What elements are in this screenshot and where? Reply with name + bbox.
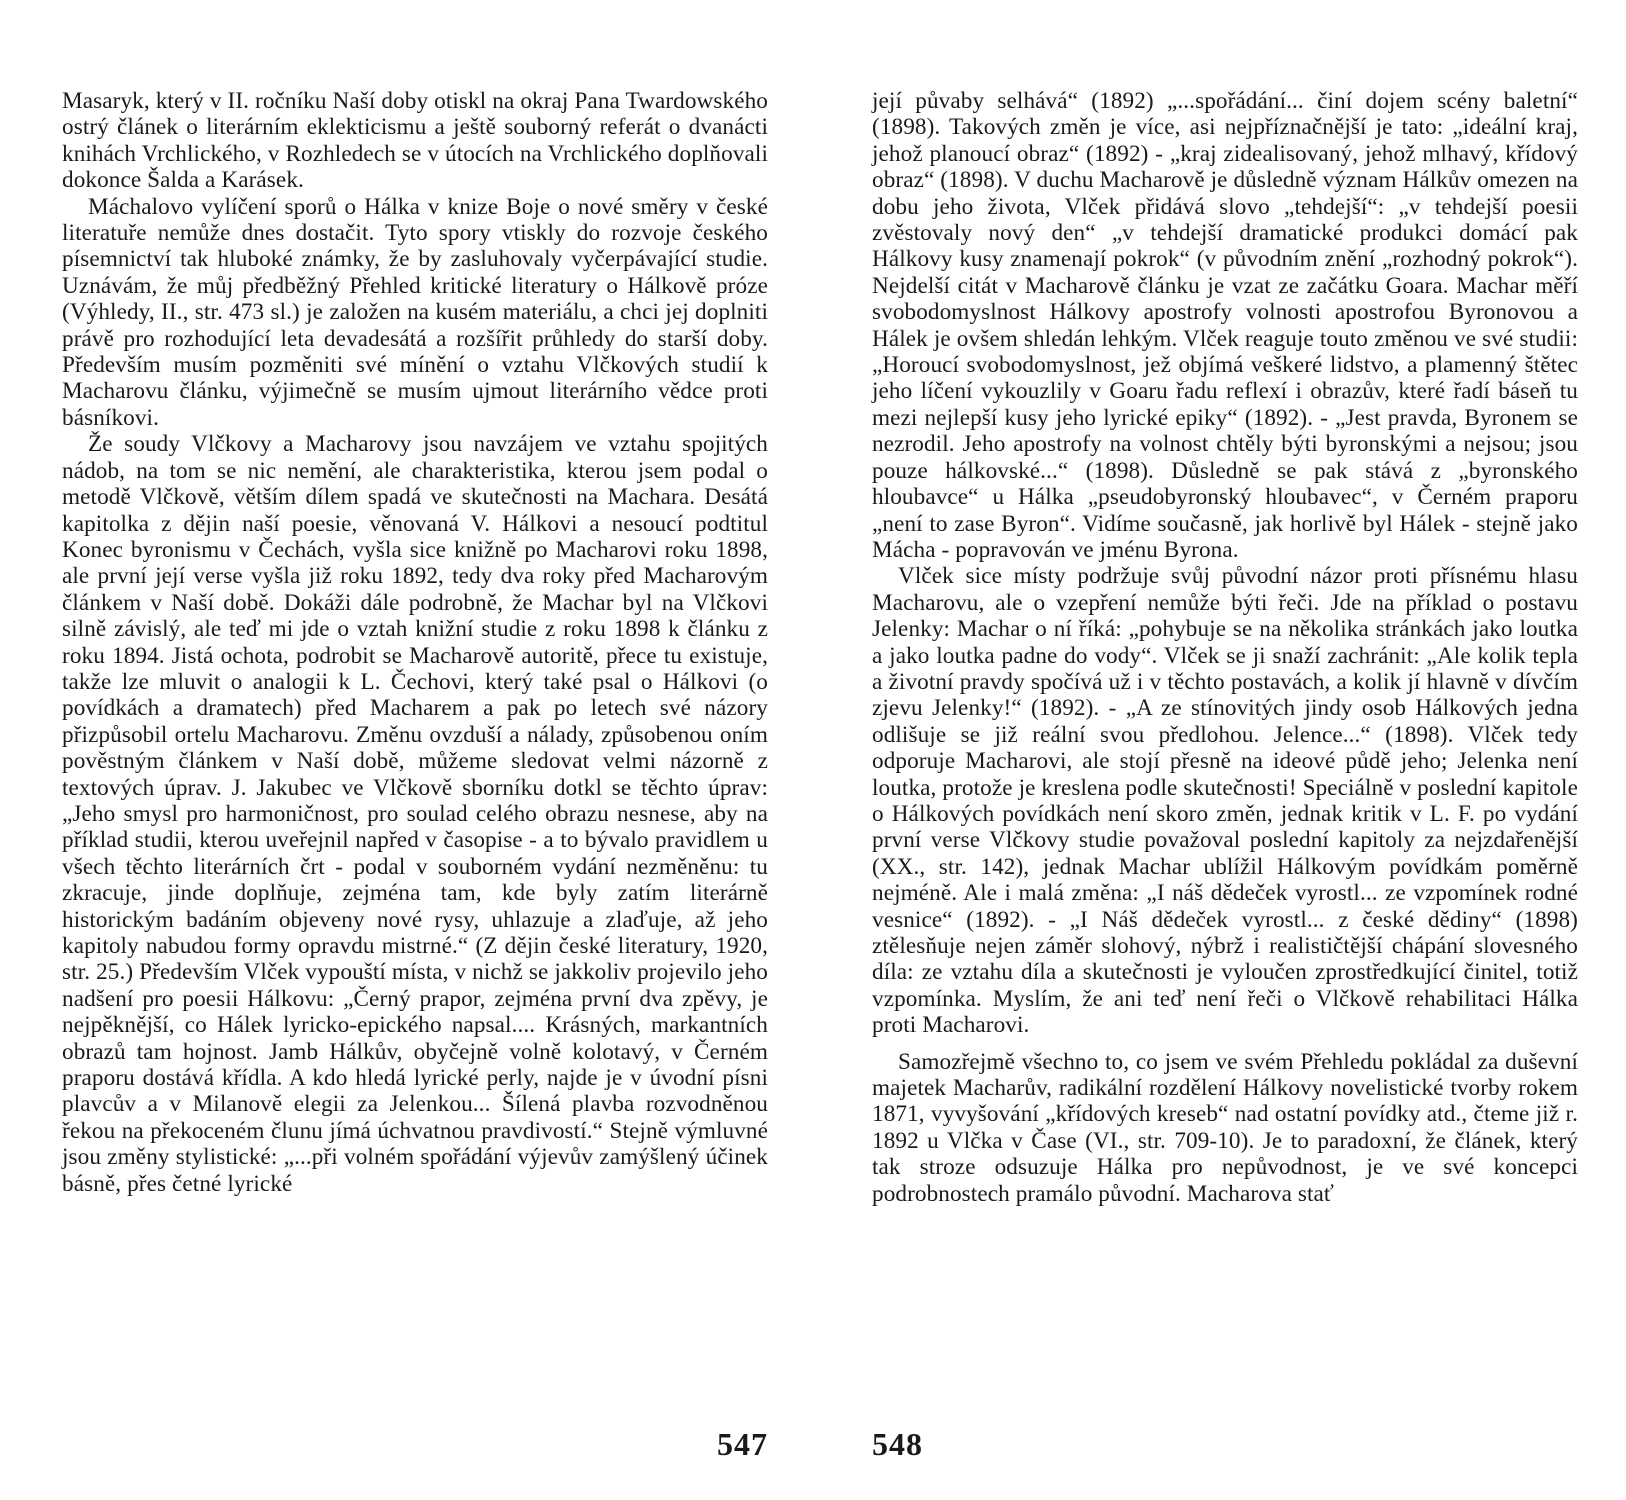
page-number: 548 [872, 1426, 923, 1462]
paragraph: Máchalovo vylíčení sporů o Hálka v knize Boje o nové směry v české literatuře nemůže dnes dostačit. Tyto spory vtiskly do rozvoje českého písemnictví tak hluboké známky, že by zasluhovaly vyčerpávající studie. Uznávám, že můj předběžný Přehled kritické literatury o Hálkově próze (Výhledy, II., str. 473 sl.) je založen na kusém materiálu, a chci jej doplniti právě pro rozhodující leta devadesátá a rozšířit průhledy do starší doby. Především musím pozměniti své mínění o vztahu Vlčkových studií k Macharovu článku, výjimečně se musím ujmout literárního vědce proti básníkovi. [62, 193, 768, 431]
paragraph: její půvaby selhává“ (1892) „...spořádání... činí dojem scény baletní“ (1898). Takových změn je více, asi nejpříznačnější je tato: „ideální kraj, jehož planoucí obraz“ (1892) - „kraj zidealisovaný, jehož mlhavý, křídový obraz“ (1898). V duchu Macharově je důsledně význam Hálkův omezen na dobu jeho života, Vlček přidává slovo „tehdejší“: „v tehdejší poesii zvěstovaly nový den“ „v tehdejší dramatické produkci domácí pak Hálkovy kusy znamenají pokrok“ (v původním znění „rozhodný pokrok“). Nejdelší citát v Macharově článku je vzat ze začátku Goara. Machar měří svobodomyslnost Hálkovy apostrofy volnosti apostrofou Byronovou a Hálek je ovšem shledán lehkým. Vlček reaguje touto změnou ve své studii: „Horoucí svobodomyslnost, jež objímá veškeré lidstvo, a plamenný štětec jeho líčení vykouzlily v Goaru řadu reflexí i obrazův, které řadí báseň tu mezi nejlepší kusy jeho lyrické epiky“ (1892). - „Jest pravda, Byronem se nezrodil. Jeho apostrofy na volnost chtěly býti byronskými a nejsou; jsou pouze hálkovské...“ (1898). Důsledně se pak stává z „byronského hloubavce“ u Hálka „pseudobyronský hloubavec“, v Černém praporu „není to zase Byron“. Vidíme současně, jak horlivě byl Hálek - stejně jako Mácha - popravován ve jménu Byrona. [872, 88, 1578, 563]
paragraph: Masaryk, který v II. ročníku Naší doby otiskl na okraj Pana Twardowského ostrý článek o literárním eklekticismu a ještě souborný referát o dvanácti knihách Vrchlického, v Rozhledech se v útocích na Vrchlického doplňovali dokonce Šalda a Karásek. [62, 88, 768, 194]
paragraph: Že soudy Vlčkovy a Macharovy jsou navzájem ve vztahu spojitých nádob, na tom se nic nemění, ale charakteristika, kterou jsem podal o metodě Vlčkově, větším dílem spadá ve skutečnosti na Machara. Desátá kapitolka z dějin naší poesie, věnovaná V. Hálkovi a nesoucí podtitul Konec byronismu v Čechách, vyšla sice knižně po Macharovi roku 1898, ale první její verse vyšla již roku 1892, tedy dva roky před Macharovým článkem v Naší době. Dokáži dále podrobně, že Machar byl na Vlčkovi silně závislý, ale teď mi jde o vztah knižní studie z roku 1898 k článku z roku 1894. Jistá ochota, podrobit se Macharově autoritě, přece tu existuje, takže lze mluvit o analogii k L. Čechovi, který také psal o Hálkovi (o povídkách a dramatech) před Macharem a pak po letech své názory přizpůsobil ortelu Macharovu. Změnu ovzduší a nálady, způsobenou oním pověstným článkem v Naší době, můžeme sledovat velmi názorně z textových úprav. J. Jakubec ve Vlčkově sborníku dotkl se těchto úprav: „Jeho smysl pro harmoničnost, pro soulad celého obrazu nesnese, aby na příklad studii, kterou uveřejnil napřed v časopise - a to bývalo pravidlem u všech těchto literárních črt - podal v souborném vydání nezměněnu: tu zkracuje, jinde doplňuje, zejména tam, kde byly zatím literárně historickým badáním objeveny nové rysy, uhlazuje a zlaďuje, až jeho kapitoly nabudou formy opravdu mistrné.“ (Z dějin české literatury, 1920, str. 25.) Především Vlček vypouští místa, v nichž se jakkoliv projevilo jeho nadšení pro poesii Hálkovu: „Černý prapor, zejména první dva zpěvy, je nejpěknější, co Hálek lyricko-epického napsal.... Krásných, markantních obrazů tam hojnost. Jamb Hálkův, obyčejně volně kolotavý, v Černém praporu dostává křídla. A kdo hledá lyrické perly, najde je v úvodní písni plavcův a v Milanově elegii za Jelenkou... Šílená plavba rozvodněnou řekou na překoceném člunu jímá úchvatnou pravdivostí.“ Stejně výmluvné jsou změny stylistické: „...při volném spořádání výjevův zamýšlený účinek básně, přes četné lyrické [62, 431, 768, 1197]
right-page [872, 88, 1578, 1462]
right-page-text [872, 88, 1578, 1207]
left-page-text [62, 88, 768, 1197]
left-page [62, 88, 768, 1462]
page-number: 547 [717, 1426, 768, 1462]
paragraph: Vlček sice místy podržuje svůj původní názor proti přísnému hlasu Macharovu, ale o vzepření nemůže býti řeči. Jde na příklad o postavu Jelenky: Machar o ní říká: „pohybuje se na několika stránkách jako loutka a jako loutka padne do vody“. Vlček se ji snaží zachránit: „Ale kolik tepla a životní pravdy spočívá už i v těchto postavách, a kolik jí hlavně v dívčím zjevu Jelenky!“ (1892). - „A ze stínovitých jindy osob Hálkových jedna odlišuje se již reální svou předlohou. Jelence...“ (1898). Vlček tedy odporuje Macharovi, ale stojí přesně na ideové půdě jeho; Jelenka není loutka, protože je kreslena podle skutečnosti! Speciálně v poslední kapitole o Hálkových povídkách není skoro změn, jednak kritik v L. F. po vydání první verse Vlčkovy studie považoval poslední kapitoly za nejzdařenější (XX., str. 142), jednak Machar ublížil Hálkovým povídkám poměrně nejméně. Ale i malá změna: „I náš dědeček vyrostl... ze vzpomínek rodné vesnice“ (1892). - „I Náš dědeček vyrostl... z české dědiny“ (1898) ztělesňuje nejen záměr slohový, nýbrž i realističtější chápání slovesného díla: ze vztahu díla a skutečnosti je vyloučen zprostředkující činitel, totiž vzpomínka. Myslím, že ani teď není řeči o Vlčkově rehabilitaci Hálka proti Macharovi. [872, 563, 1578, 1039]
paragraph: Samozřejmě všechno to, co jsem ve svém Přehledu pokládal za duševní majetek Macharův, radikální rozdělení Hálkovy novelistické tvorby rokem 1871, vyvyšování „křídových kreseb“ nad ostatní povídky atd., čteme již r. 1892 u Vlčka v Čase (VI., str. 709-10). Je to paradoxní, že článek, který tak stroze odsuzuje Hálka pro nepůvodnost, je ve své koncepci podrobnostech pramálo původní. Macharova stať [872, 1048, 1578, 1207]
